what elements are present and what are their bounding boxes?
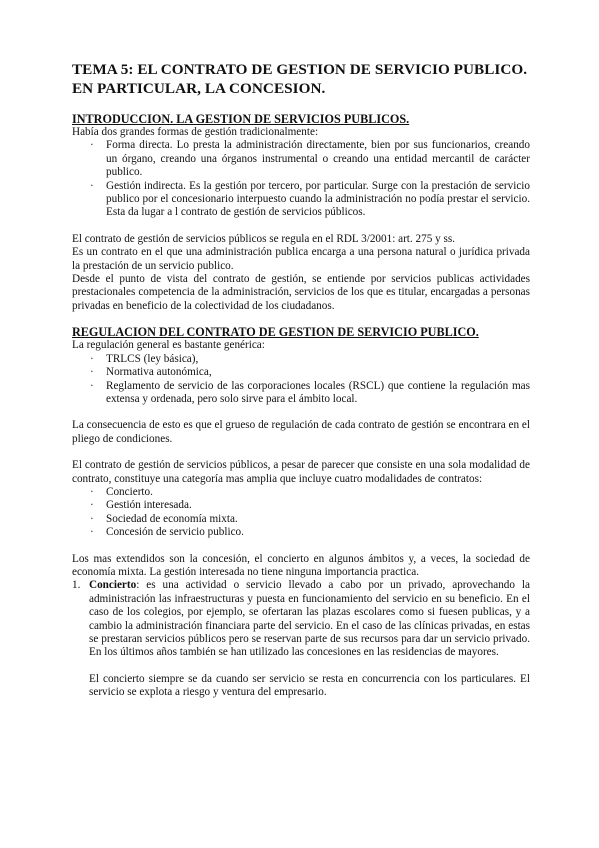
section-heading-regulacion: REGULACION DEL CONTRATO DE GESTION DE SERVICIO PUBLICO. xyxy=(72,325,479,340)
section2-bullet-list xyxy=(72,353,530,407)
bullet-marker: · xyxy=(90,379,94,392)
item-number: 1. xyxy=(72,579,81,592)
section1-intro: Había dos grandes formas de gestión tradicionalmente: xyxy=(72,126,319,138)
list-item: · Concesión de servicio publico. xyxy=(90,526,244,539)
list-item: · Forma directa. Lo presta la administración directamente, bien por sus funcionarios, creando un órgano, creando una órganos instrumental o creando una entidad mercantil de carácter publico. xyxy=(90,139,530,179)
bullet-marker: · xyxy=(90,366,94,379)
item-text: : es una actividad o servicio llevado a cabo por un privado, aprovechando la administración las infraestructuras y puesta en funcionamiento del servicio en su beneficio. En el caso de los colegios, por ejemplo, se ofertaran las plazas escolares como si fuesen publicas, y a cambio la administración financiara parte del servicio. En el caso de las clínicas privadas, en estas se prestaran servicios públicos pero se reservan parte de sus recursos para dar un servicio privado. En los últimos años también se han utilizado las concesiones en las residencias de mayores. xyxy=(89,579,530,659)
item-term: Concierto xyxy=(89,579,137,592)
section2-para-3: Los mas extendidos son la concesión, el concierto en algunos ámbitos y, a veces, la sociedad de economía mixta. La gestión interesada no tiene ninguna importancia practica. xyxy=(72,552,530,578)
bullet-marker: · xyxy=(90,485,94,498)
title-line-1: TEMA 5: EL CONTRATO DE GESTION DE SERVICIO PUBLICO. xyxy=(72,61,528,78)
list-item: · Sociedad de economía mixta. xyxy=(90,512,238,525)
section2-para-2: El contrato de gestión de servicios públicos, a pesar de parecer que consiste en una sola modalidad de contrato, constituye una categoría mas amplia que incluye cuatro modalidades de contratos: xyxy=(72,459,530,485)
list-item: · Gestión indirecta. Es la gestión por tercero, por particular. Surge con la prestación de servicio publico por el concesionario interpuesto cuando la administración no podía prestar el servicio. Esta da lugar a l contrato de gestión de servicios públicos. xyxy=(90,179,530,219)
section2-intro: La regulación general es bastante genérica: xyxy=(72,339,265,352)
bullet-marker: · xyxy=(90,352,94,365)
list-item: · TRLCS (ley básica), xyxy=(90,352,199,365)
list-item: · Reglamento de servicio de las corporaciones locales (RSCL) que contiene la regulación mas extensa y ordenada, pero solo sirve para el ámbito local. xyxy=(90,379,530,405)
section1-para-1: El contrato de gestión de servicios públicos se regula en el RDL 3/2001: art. 275 y ss. xyxy=(72,232,455,245)
section1-para-3: Desde el punto de vista del contrato de gestión, se entiende por servicios publicas actividades prestacionales competencia de la administración, servicios de los que es titular, encargadas a personas privadas en beneficio de la colectividad de los ciudadanos. xyxy=(72,273,530,312)
list-item: · Concierto. xyxy=(90,485,153,498)
bullet-marker: · xyxy=(90,499,94,512)
bullet-marker: · xyxy=(90,179,94,192)
section1-para-2: Es un contrato en el que una administración publica encarga a una persona natural o jurídica privada la prestación de un servicio publico. xyxy=(72,246,530,272)
numbered-item-concierto xyxy=(72,579,530,659)
modalities-list xyxy=(72,486,530,540)
section1-bullet-list xyxy=(72,139,530,219)
section2-para-4: El concierto siempre se da cuando ser servicio se resta en concurrencia con los particulares. El servicio se explota a riesgo y ventura del empresario. xyxy=(89,672,530,699)
list-item: · Normativa autonómica, xyxy=(90,366,212,379)
section-heading-introduccion: INTRODUCCION. LA GESTION DE SERVICIOS PUBLICOS. xyxy=(72,112,410,126)
document-body xyxy=(72,60,530,700)
section2-para-1: La consecuencia de esto es que el grueso de regulación de cada contrato de gestión se encontrara en el pliego de condiciones. xyxy=(72,419,530,445)
bullet-marker: · xyxy=(90,512,94,525)
list-item: · Gestión interesada. xyxy=(90,499,192,512)
title-line-2: EN PARTICULAR, LA CONCESION. xyxy=(72,80,326,97)
document-title xyxy=(72,60,530,98)
bullet-marker: · xyxy=(90,139,94,152)
numbered-list xyxy=(72,579,530,659)
bullet-marker: · xyxy=(90,526,94,539)
